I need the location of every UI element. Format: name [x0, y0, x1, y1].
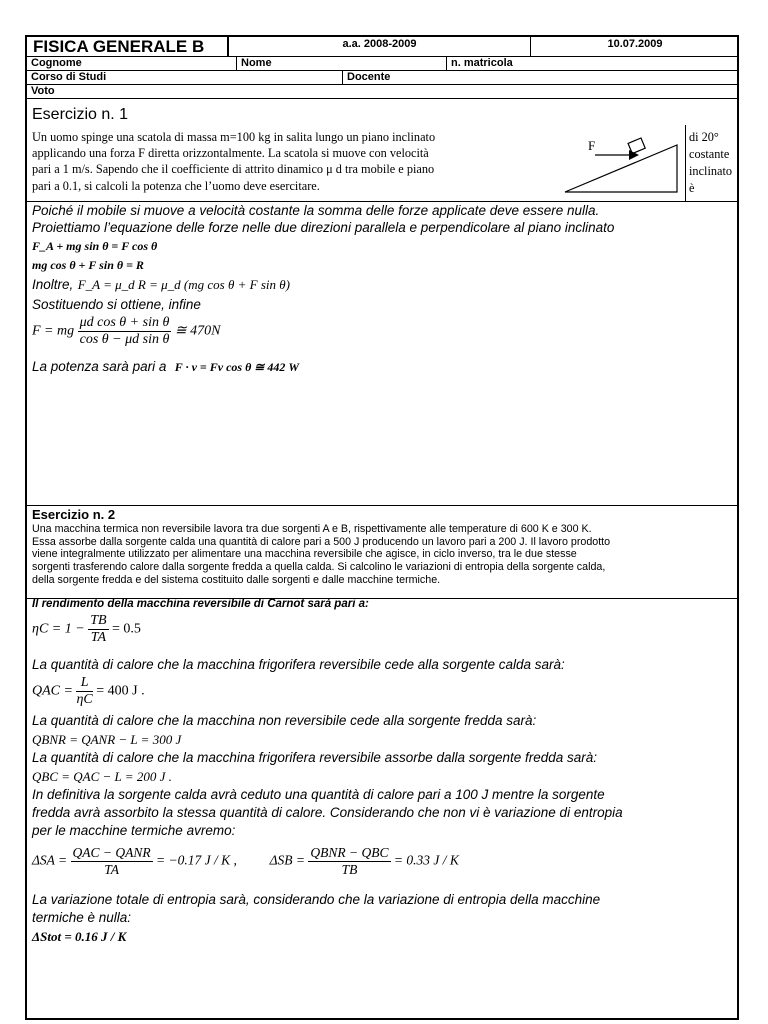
side-text-line: inclinato è [689, 164, 733, 195]
eta-den: TA [90, 630, 107, 645]
ex1-end-divider [27, 505, 737, 506]
dsb-fraction [308, 845, 390, 878]
ex2-sol-line: fredda avrà assorbito la stessa quantità di calore. Considerando che non vi è variazione di entropia [32, 805, 623, 820]
ex2-text-line: Essa assorbe dalla sorgente calda una quantità di calore pari a 500 J producendo un lavoro pari a 200 J. Il lavoro prodotto [32, 535, 611, 548]
ex2-sol-line: La quantità di calore che la macchina non reversibile cede alla sorgente fredda sarà: [32, 713, 537, 728]
ex2-sol-line: La quantità di calore che la macchina frigorifera reversibile cede alla sorgente calda sarà: [32, 657, 565, 672]
surname-label: Cognome [27, 57, 237, 70]
dsa-den: TA [104, 862, 119, 877]
eq4-den: cos θ − μd sin θ [79, 332, 170, 347]
ex2-sol-line: per le macchine termiche avremo: [32, 823, 236, 838]
q1-fraction [76, 675, 92, 708]
matricola-label: n. matricola [451, 57, 513, 69]
ex1-eq3-line [32, 276, 290, 294]
eta-num: TB [90, 613, 107, 628]
ex2-sol-line: La variazione totale di entropia sarà, considerando che la variazione di entropia della macchine [32, 892, 601, 907]
exam-sheet [25, 35, 739, 1020]
incline-triangle [565, 145, 677, 192]
course-label: Corso di Studi [27, 71, 343, 84]
ex1-sol-line: Poiché il mobile si muove a velocità costante la somma delle forze applicate deve essere nulla. [32, 203, 600, 218]
dstot-equation: ΔStot = 0.16 J / K [32, 929, 127, 944]
ex1-eq2: mg cos θ + F sin θ = R [32, 258, 144, 272]
exam-title: FISICA GENERALE B [27, 37, 229, 56]
ex2-title: Esercizio n. 2 [32, 507, 116, 522]
q1-equation [32, 675, 145, 708]
dsb-den: TB [341, 862, 358, 877]
q1-rhs: = 400 J . [96, 683, 145, 699]
potenza-eq: F · v = Fv cos θ ≅ 442 W [174, 360, 300, 374]
dsa-lhs: ΔSA = [32, 852, 68, 868]
exam-date: 10.07.2009 [607, 38, 663, 50]
header-row-grade [27, 85, 737, 99]
ex1-text-line: pari a 0.1, si calcoli la potenza che l’uomo deve esercitare. [32, 178, 320, 193]
potenza-text: La potenza sarà pari a [32, 359, 167, 374]
dsb-num: QBNR − QBC [310, 845, 389, 860]
eta-equation [32, 613, 141, 646]
inclined-plane-figure [557, 129, 683, 199]
academic-year: a.a. 2008-2009 [229, 37, 531, 56]
ex1-title: Esercizio n. 1 [32, 106, 129, 123]
header-row-title [27, 37, 737, 57]
ex1-problem-text [32, 129, 567, 194]
dsa-num: QAC − QANR [72, 845, 151, 860]
force-label: F [588, 138, 596, 153]
entropy-equations [32, 845, 459, 878]
ex2-sol-heading: Il rendimento della macchina reversibile di Carnot sarà pari a: [32, 598, 369, 610]
eq4-rhs: ≅ 470N [174, 323, 221, 339]
teacher-label: Docente [347, 71, 391, 83]
grade-label: Voto [31, 85, 55, 97]
header-row-name [27, 57, 737, 71]
eq4-num: μd cos θ + sin θ [79, 315, 170, 330]
eta-lhs: ηC = 1 − [32, 621, 85, 637]
ex2-text-line: sorgenti trasferendo calore dalla sorgente fredda a quella calda. Si calcolino le variazioni di entropia della sorgente calda, [32, 561, 606, 574]
side-text-line: costante [689, 147, 730, 161]
side-text-line: di 20° [689, 130, 719, 144]
ex1-text-line: pari a 1 m/s. Sapendo che il coefficiente di attrito dinamico μ d tra mobile e piano [32, 162, 435, 177]
figure-divider [685, 125, 686, 201]
inoltre-text: Inoltre, [32, 277, 74, 292]
q1-lhs: QAC = [32, 683, 73, 699]
ex2-sol-line: termiche è nulla: [32, 910, 132, 925]
ex1-sostituendo: Sostituendo si ottiene, infine [32, 297, 201, 312]
eq4-lhs: F = mg [32, 323, 75, 339]
ex1-text-line: Un uomo spinge una scatola di massa m=100 kg in salita lungo un piano inclinato [32, 130, 436, 144]
eq4-fraction [78, 315, 172, 348]
ex2-sol-line: La quantità di calore che la macchina frigorifera reversibile assorbe dalla sorgente fredda sarà: [32, 750, 598, 765]
ex2-sol-line: In definitiva la sorgente calda avrà ceduto una quantità di calore pari a 100 J mentre la sorgente [32, 787, 605, 802]
ex2-text-line: della sorgente fredda e del sistema costituito dalle sorgenti e dalle macchine termiche. [32, 573, 441, 586]
q1-num: L [76, 675, 92, 692]
dsa-fraction [71, 845, 153, 878]
ex1-potenza-line [32, 358, 299, 376]
ex1-eq1: F_A + mg sin θ = F cos θ [32, 239, 158, 253]
q3-equation: QBC = QAC − L = 200 J . [32, 769, 172, 784]
ex1-eq3: F_A = μ_d R = μ_d (mg cos θ + F sin θ) [77, 277, 290, 292]
name-label: Nome [237, 57, 447, 70]
dsb-rhs: = 0.33 J / K [393, 852, 459, 868]
ex1-divider [27, 201, 737, 202]
header-row-course [27, 71, 737, 85]
q2-equation: QBNR = QANR − L = 300 J [32, 732, 182, 747]
ex1-side-text [689, 129, 737, 197]
q1-den: ηC [76, 692, 93, 707]
ex2-text-line: viene integralmente utilizzato per alimentare una macchina reversibile che agisce, in ciclo inverso, tra le due stesse [32, 548, 577, 561]
ex2-problem-text [32, 523, 735, 587]
ex1-eq4 [32, 315, 220, 348]
ex1-text-line: applicando una forza F diretta orizzontalmente. La scatola si muove con velocità [32, 146, 429, 161]
ex1-sol-line: Proiettiamo l’equazione delle forze nelle due direzioni parallela e perpendicolare al piano inclinato [32, 220, 615, 235]
eta-rhs: = 0.5 [112, 621, 141, 637]
dsa-rhs: = −0.17 J / K , [156, 852, 237, 868]
eta-fraction [88, 613, 108, 646]
ex2-text-line: Una macchina termica non reversibile lavora tra due sorgenti A e B, rispettivamente alle temperature di 600 K e 300 K. [32, 523, 592, 535]
dsb-lhs: ΔSB = [269, 852, 306, 868]
